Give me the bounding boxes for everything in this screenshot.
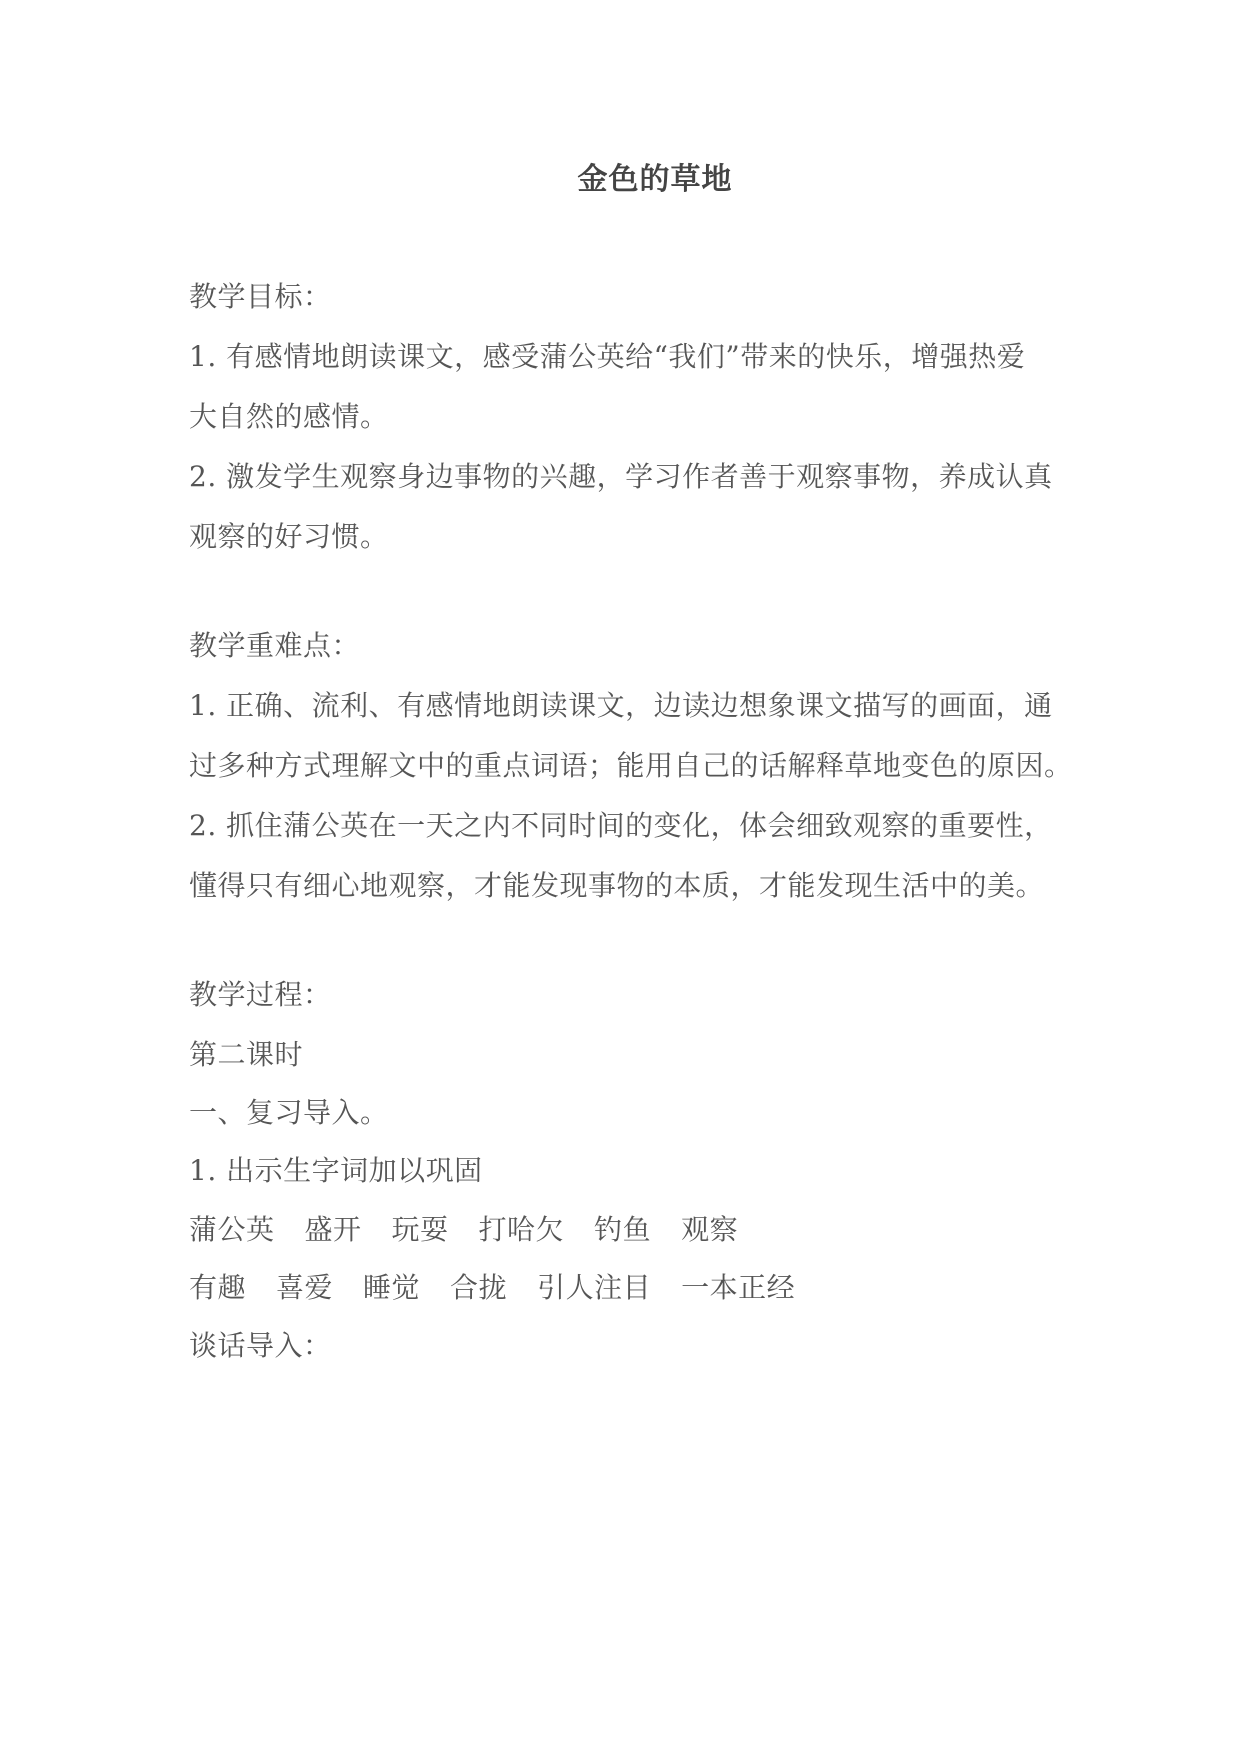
vocab-word: 一本正经 [681, 1271, 796, 1304]
vocab-word: 观察 [681, 1213, 739, 1246]
vocab-word: 钓鱼 [594, 1213, 652, 1246]
vocab-word: 玩耍 [391, 1213, 449, 1246]
vocab-word: 盛开 [304, 1213, 362, 1246]
vocab-word: 合拢 [450, 1271, 508, 1304]
key-point-2-line-2: 懂得只有细心地观察，才能发现事物的本质，才能发现生活中的美。 [189, 869, 1045, 902]
key-point-1-line-1: 1. 正确、流利、有感情地朗读课文，边读边想象课文描写的画面，通 [189, 689, 1053, 722]
vocabulary-row-2 [189, 1268, 1069, 1308]
process-heading: 教学过程： [189, 978, 332, 1011]
vocab-word: 有趣 [189, 1271, 247, 1304]
vocab-word: 打哈欠 [478, 1213, 565, 1246]
goals-heading: 教学目标： [189, 280, 332, 313]
vocabulary-row-1 [189, 1210, 1069, 1250]
vocab-word: 引人注目 [537, 1271, 652, 1304]
goal-2-line-1: 2. 激发学生观察身边事物的兴趣，学习作者善于观察事物，养成认真 [189, 460, 1053, 493]
lesson-label: 第二课时 [189, 1038, 304, 1071]
goal-1-line-1: 1. 有感情地朗读课文，感受蒲公英给“我们”带来的快乐，增强热爱 [189, 340, 1026, 373]
talk-intro: 谈话导入： [189, 1329, 332, 1362]
vocab-word: 喜爱 [276, 1271, 334, 1304]
goal-2-line-2: 观察的好习惯。 [189, 520, 389, 553]
vocab-word: 睡觉 [363, 1271, 421, 1304]
vocab-word: 蒲公英 [189, 1213, 275, 1246]
key-points-heading: 教学重难点： [189, 629, 361, 662]
key-point-2-line-1: 2. 抓住蒲公英在一天之内不同时间的变化，体会细致观察的重要性， [189, 809, 1053, 842]
document-title: 金色的草地 [577, 162, 733, 197]
key-point-1-line-2: 过多种方式理解文中的重点词语；能用自己的话解释草地变色的原因。 [189, 749, 1073, 782]
section-review-intro: 一、复习导入。 [189, 1096, 389, 1129]
step-1-vocabulary: 1. 出示生字词加以巩固 [189, 1154, 483, 1187]
goal-1-line-2: 大自然的感情。 [189, 400, 389, 433]
